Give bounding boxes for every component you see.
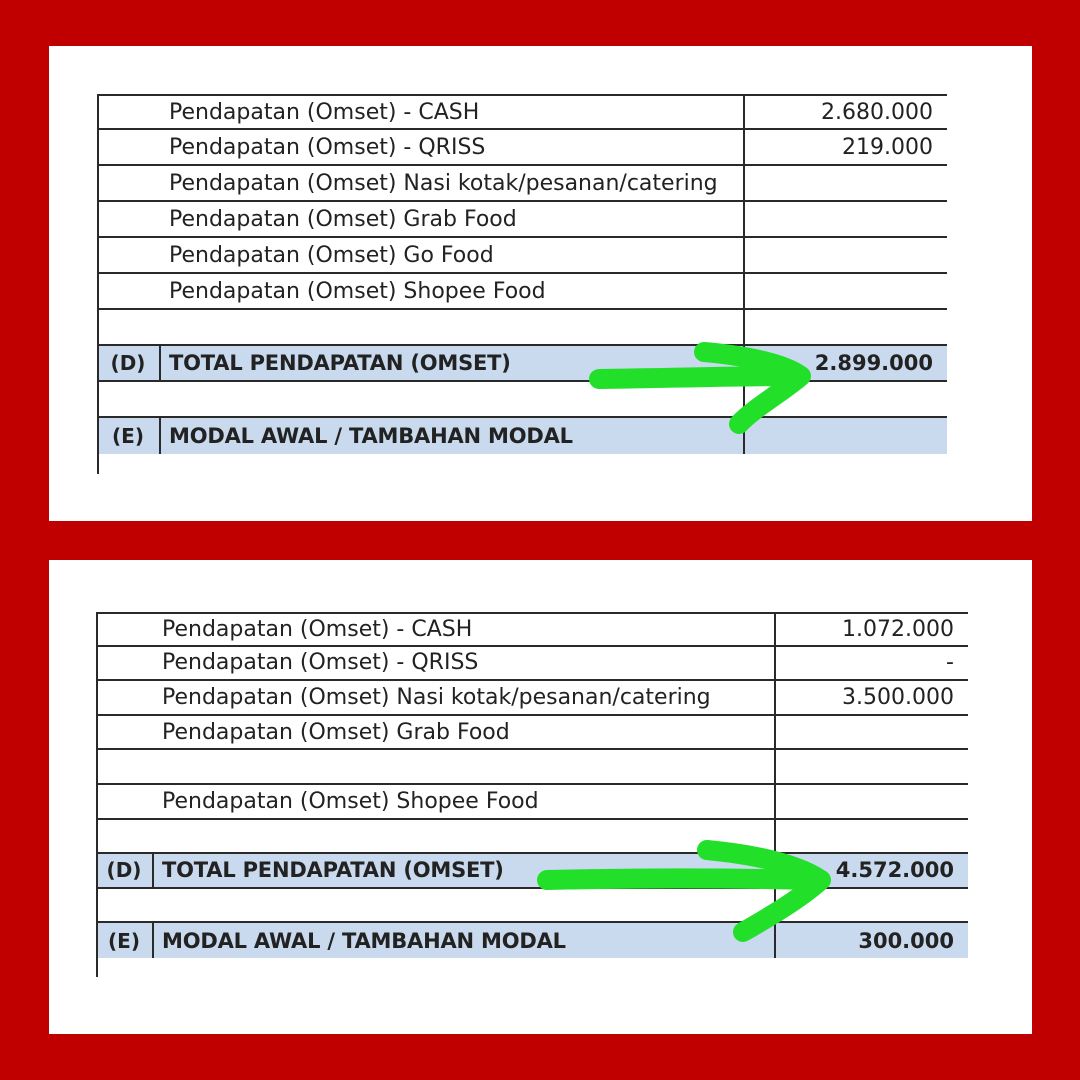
modal-code: (E)	[97, 418, 161, 454]
row-value	[743, 238, 947, 272]
table-left-border	[96, 612, 98, 977]
row-label: Pendapatan (Omset) - QRISS	[169, 134, 486, 160]
table-row	[96, 750, 968, 785]
modal-label: MODAL AWAL / TAMBAHAN MODAL	[162, 928, 566, 953]
row-value	[774, 716, 968, 749]
table-row	[97, 130, 947, 166]
row-label	[154, 750, 774, 783]
table-row	[96, 647, 968, 682]
table-row	[97, 202, 947, 238]
table-row-empty	[97, 310, 947, 346]
row-label: Pendapatan (Omset) - QRISS	[162, 650, 479, 676]
total-code: (D)	[96, 854, 154, 887]
row-value: 1.072.000	[774, 614, 968, 645]
top-income-table	[97, 94, 947, 454]
row-label: Pendapatan (Omset) Nasi kotak/pesanan/catering	[169, 170, 718, 196]
total-code: (D)	[97, 346, 161, 380]
total-value: 2.899.000	[743, 346, 947, 380]
row-value: 219.000	[743, 130, 947, 164]
row-value: 2.680.000	[743, 96, 947, 128]
row-value: -	[774, 647, 968, 680]
modal-label: MODAL AWAL / TAMBAHAN MODAL	[169, 424, 573, 448]
modal-row	[97, 418, 947, 454]
table-row-empty	[97, 382, 947, 418]
total-label: TOTAL PENDAPATAN (OMSET)	[169, 351, 511, 375]
modal-value	[743, 418, 947, 454]
table-row-empty	[96, 889, 968, 924]
bottom-panel	[49, 560, 1032, 1034]
row-value	[743, 202, 947, 236]
table-row	[96, 612, 968, 647]
table-left-border	[97, 94, 99, 474]
table-row	[97, 274, 947, 310]
row-value	[774, 785, 968, 818]
table-row	[97, 166, 947, 202]
total-label: TOTAL PENDAPATAN (OMSET)	[162, 858, 504, 883]
total-value: 4.572.000	[774, 854, 968, 887]
row-label: Pendapatan (Omset) Shopee Food	[162, 788, 539, 814]
row-label: Pendapatan (Omset) Go Food	[169, 242, 494, 268]
table-row	[97, 238, 947, 274]
modal-code: (E)	[96, 923, 154, 958]
row-value: 3.500.000	[774, 681, 968, 714]
table-row	[97, 94, 947, 130]
total-row	[97, 346, 947, 382]
table-row	[96, 785, 968, 820]
row-label: Pendapatan (Omset) Nasi kotak/pesanan/catering	[162, 684, 711, 710]
row-value	[774, 750, 968, 783]
modal-value: 300.000	[774, 923, 968, 958]
table-row	[96, 716, 968, 751]
modal-row	[96, 923, 968, 958]
top-panel	[49, 46, 1032, 521]
row-label: Pendapatan (Omset) Grab Food	[169, 206, 517, 232]
row-label: Pendapatan (Omset) Shopee Food	[169, 278, 546, 304]
bottom-income-table	[96, 612, 968, 958]
row-label: Pendapatan (Omset) Grab Food	[162, 719, 510, 745]
row-value	[743, 274, 947, 308]
total-row	[96, 854, 968, 889]
row-label: Pendapatan (Omset) - CASH	[169, 99, 480, 125]
row-value	[743, 166, 947, 200]
row-label: Pendapatan (Omset) - CASH	[162, 616, 473, 642]
table-row	[96, 681, 968, 716]
table-row-empty	[96, 820, 968, 855]
